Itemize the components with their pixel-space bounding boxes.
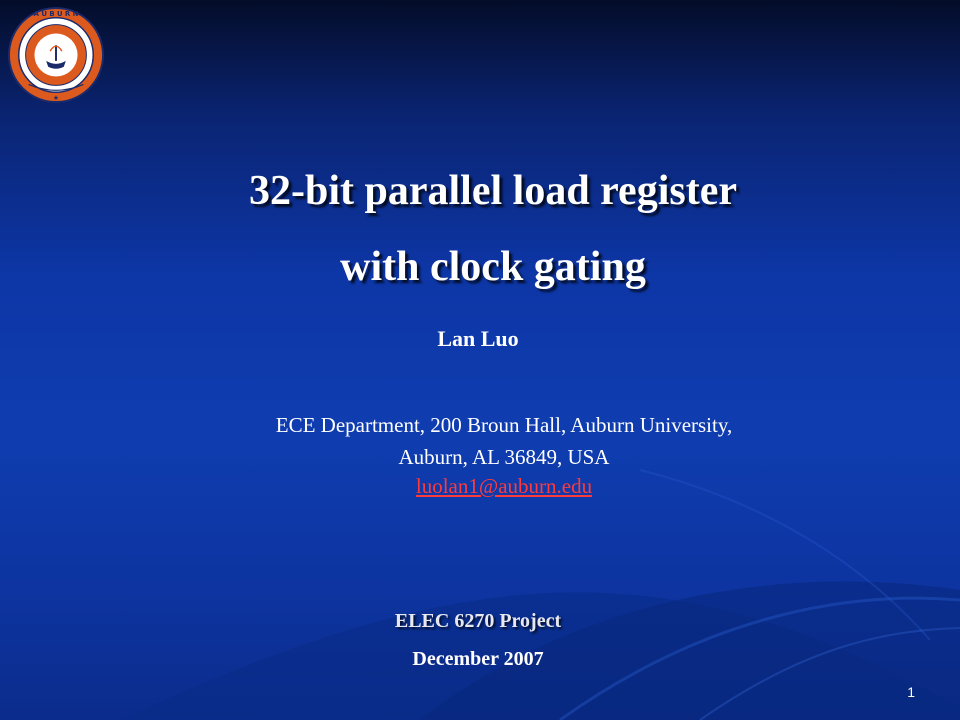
author-name: Lan Luo: [437, 326, 519, 351]
slide-title-line-2: with clock gating: [340, 244, 646, 290]
affiliation-line-1: ECE Department, 200 Broun Hall, Auburn University,: [275, 413, 733, 437]
affiliation-line-2: Auburn, AL 36849, USA: [398, 445, 610, 469]
svg-text:★: ★: [52, 94, 60, 103]
svg-text:A U B U R N: A U B U R N: [33, 9, 79, 18]
auburn-university-seal-icon: [7, 6, 105, 104]
email-link[interactable]: luolan1@auburn.edu: [415, 474, 593, 498]
slide-title-line-1: 32-bit parallel load register: [249, 168, 737, 214]
project-name: ELEC 6270 Project: [394, 610, 562, 632]
slide-number: 1: [907, 684, 915, 700]
presentation-date: December 2007: [412, 648, 544, 670]
